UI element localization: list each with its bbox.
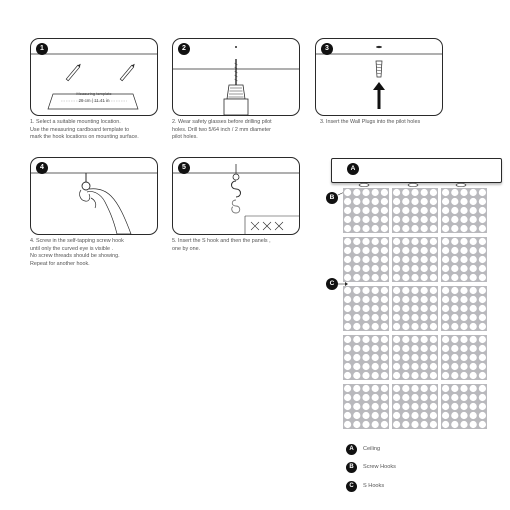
template-measure: 29 cm | 11.41 in	[78, 98, 110, 103]
pencil-right-icon	[120, 63, 135, 81]
step-2-caption: 2. Wear safety glasses before drilling pilot holes. Drill two 5/64 inch / 2 mm diameter pilot holes.	[172, 119, 272, 141]
step-1-panel	[30, 38, 158, 116]
pilot-hole-mark	[235, 46, 237, 48]
callout-c: C	[326, 278, 338, 290]
step-2-badge: 2	[178, 43, 190, 55]
step-4-illustration	[31, 158, 157, 234]
acoustic-panel	[343, 188, 389, 233]
step-5-panel	[172, 157, 300, 235]
acoustic-panel	[343, 237, 389, 282]
legend-badge-a: A	[346, 444, 357, 455]
wall-plug-icon	[376, 61, 382, 77]
template-title: Measuring template	[76, 91, 112, 96]
pencil-left-icon	[66, 63, 81, 81]
legend-badge-c: C	[346, 481, 357, 492]
screw-hook-icon	[82, 173, 90, 190]
step-2-illustration	[173, 39, 299, 115]
acoustic-panel	[343, 286, 389, 331]
arrow-up-icon	[373, 82, 385, 109]
legend-badge-b: B	[346, 462, 357, 473]
acoustic-panel	[392, 384, 438, 429]
callout-a: A	[347, 163, 359, 175]
acoustic-panel	[441, 188, 487, 233]
step-4-badge: 4	[36, 162, 48, 174]
step-5-badge: 5	[178, 162, 190, 174]
callout-b: B	[326, 192, 338, 204]
step-5-illustration	[173, 158, 299, 234]
legend-label-ceiling: Ceiling	[363, 446, 381, 452]
legend-label-s-hooks: S Hooks	[363, 483, 385, 489]
step-4-panel	[30, 157, 158, 235]
step-3-badge: 3	[321, 43, 333, 55]
acoustic-panel	[343, 335, 389, 380]
acoustic-panel	[392, 237, 438, 282]
pilot-hole	[376, 46, 382, 48]
acoustic-panel	[392, 286, 438, 331]
step-2-panel	[172, 38, 300, 116]
legend-item-s-hooks	[346, 480, 384, 492]
acoustic-panel	[343, 384, 389, 429]
acoustic-panel	[441, 237, 487, 282]
s-hook-icon	[232, 181, 241, 213]
step-1-badge: 1	[36, 43, 48, 55]
legend-item-screw-hooks	[346, 461, 396, 473]
acoustic-panel	[441, 335, 487, 380]
step-3-illustration	[316, 39, 442, 115]
step-3-panel	[315, 38, 443, 116]
hand-icon	[80, 189, 131, 234]
step-5-caption: 5. Insert the S hook and then the panels , one by one.	[172, 238, 271, 252]
acoustic-panel	[441, 286, 487, 331]
acoustic-panel-grid	[343, 188, 493, 433]
acoustic-panel	[441, 384, 487, 429]
acoustic-panel	[392, 188, 438, 233]
step-1-illustration	[31, 39, 157, 115]
step-3-caption: 3. Insert the Wall Plugs into the pilot holes	[320, 119, 421, 125]
step-1-caption: 1. Select a suitable mounting location. Use the measuring cardboard template to mark the hook locations on mounting surface.	[30, 119, 139, 141]
step-4-caption: 4. Screw in the self-tapping screw hook until only the curved eye is visible . No screw threads should be showing. Repeat for another hook.	[30, 238, 124, 267]
panel-corner-icon	[245, 216, 299, 234]
legend-label-screw-hooks: Screw Hooks	[363, 464, 396, 470]
drill-icon	[224, 59, 248, 115]
legend-item-ceiling	[346, 443, 380, 455]
acoustic-panel	[392, 335, 438, 380]
screw-eye-icon	[233, 164, 239, 180]
